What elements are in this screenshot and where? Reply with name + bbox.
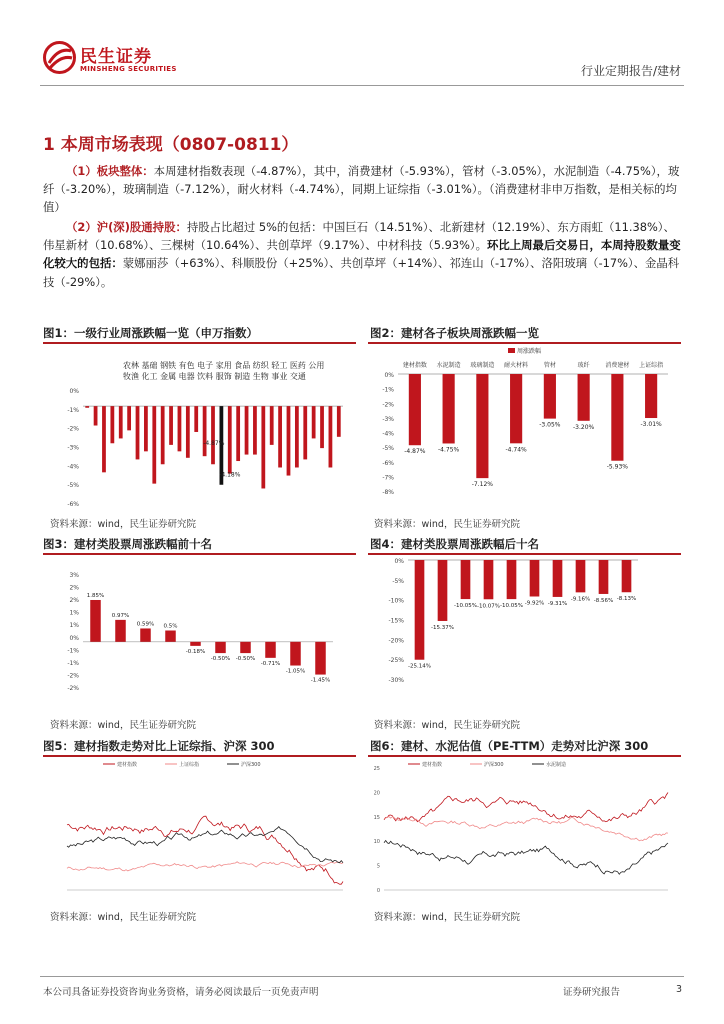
bar xyxy=(329,406,333,467)
fig3-title-rule xyxy=(43,553,356,555)
data-label: -9.16% xyxy=(570,596,591,603)
logo-text-en: MINSHENG SECURITIES xyxy=(80,65,177,73)
bar xyxy=(544,374,556,419)
data-label: -1.45% xyxy=(310,677,331,684)
y-tick-label: -25% xyxy=(388,657,404,665)
y-tick-label: 10 xyxy=(373,839,380,846)
bar xyxy=(110,406,114,443)
bar xyxy=(169,406,173,445)
fig4-title-rule xyxy=(368,553,681,555)
legend-swatch xyxy=(508,348,515,353)
category-label: 耐火材料 xyxy=(504,362,529,369)
series-line xyxy=(384,817,668,841)
data-label: -1.05% xyxy=(285,668,306,675)
bar xyxy=(253,406,257,454)
y-tick-label: -2% xyxy=(67,672,79,680)
y-tick-label: -2% xyxy=(67,425,79,433)
header-divider xyxy=(40,85,684,86)
data-label: -10.05% xyxy=(454,603,477,610)
bar xyxy=(161,406,165,464)
fig2-title: 图2：建材各子板块周涨跌幅一览 xyxy=(370,326,539,340)
fig3-chart xyxy=(43,557,356,712)
data-label: -8.56% xyxy=(593,597,614,604)
fig4-title: 图4：建材类股票周涨跌幅后十名 xyxy=(370,537,539,551)
category-label: 上证综指 xyxy=(639,362,664,369)
y-tick-label: -5% xyxy=(67,482,79,490)
bar xyxy=(461,560,471,599)
fig2-title-rule xyxy=(368,342,681,344)
bar xyxy=(290,642,301,666)
paragraph-sector-overview xyxy=(43,162,683,217)
y-tick-label: 0% xyxy=(384,372,394,379)
data-label: 0.59% xyxy=(136,621,155,628)
category-label: 管材 xyxy=(543,362,556,369)
paragraph-connect-holdings xyxy=(43,218,683,291)
data-label: -7.12% xyxy=(471,481,493,489)
data-label: -4.75% xyxy=(438,446,460,454)
bar xyxy=(261,406,265,488)
y-tick-label: -1% xyxy=(67,659,79,667)
y-tick-label: -15% xyxy=(388,617,404,625)
bar xyxy=(203,406,207,456)
bar xyxy=(295,406,299,467)
paragraph-label: （2）沪(深)股通持股： xyxy=(66,220,187,234)
bar xyxy=(136,406,140,459)
legend-label: 上证综指 xyxy=(179,762,200,768)
legend-label: 水泥制造 xyxy=(546,762,567,768)
y-tick-label: -4% xyxy=(67,463,79,471)
y-tick-label: 5 xyxy=(376,863,380,870)
paragraph-label: （1）板块整体： xyxy=(66,164,154,178)
y-tick-label: -2% xyxy=(67,685,79,692)
fig6-title-rule xyxy=(368,755,681,757)
fig2-source: 资料来源：wind，民生证券研究院 xyxy=(374,519,520,530)
paragraph-text: 本周建材指数表现（-4.87%），其中，消费建材（-5.93%），管材（-3.05%），水泥制造（-4.75%），玻纤（-3.20%），玻璃制造（-7.12%），耐火材料（-4.74%），同期上证综指（-3.01%）。（消费建材非申万指数，是相关标的均值） xyxy=(43,164,680,215)
svg-text:牧渔 化工 金属 电器 饮料 服饰 制造 生物 事业 交通: 牧渔 化工 金属 电器 饮料 服饰 制造 生物 事业 交通 xyxy=(123,372,306,381)
y-tick-label: -6% xyxy=(382,459,394,467)
y-tick-label: -5% xyxy=(392,577,404,585)
data-label: -3.20% xyxy=(573,423,595,431)
data-label: -3.01% xyxy=(640,421,662,429)
bar xyxy=(165,631,176,642)
data-label: -0.18% xyxy=(185,648,206,655)
bar xyxy=(409,374,421,445)
fig3-source: 资料来源：wind，民生证券研究院 xyxy=(50,720,196,731)
fig1-category-labels xyxy=(123,360,324,381)
bar xyxy=(337,406,341,437)
legend-label: 建材指数 xyxy=(117,762,138,768)
category-label: 玻纤 xyxy=(577,362,590,369)
y-tick-label: -8% xyxy=(382,489,394,496)
bar xyxy=(484,560,494,599)
paragraph-bold: 环比上周最后交易日，本周持股数量变化较大的包括： xyxy=(43,238,681,271)
y-tick-label: -4% xyxy=(382,430,394,438)
data-label: -3.05% xyxy=(539,421,561,429)
data-label: -4.18% xyxy=(219,471,241,479)
bar xyxy=(119,406,123,438)
data-label: -4.74% xyxy=(505,446,527,454)
section-title: 1 本周市场表现（0807-0811） xyxy=(43,135,299,155)
y-tick-label: 15 xyxy=(373,814,380,821)
bar xyxy=(228,406,232,473)
bar xyxy=(90,600,101,642)
bar xyxy=(507,560,517,599)
y-tick-label: -1% xyxy=(67,647,79,655)
bar xyxy=(278,406,282,467)
data-label: -4.87% xyxy=(404,448,426,456)
y-tick-label: 2% xyxy=(69,597,79,605)
category-label: 水泥制造 xyxy=(436,362,461,369)
bar xyxy=(215,642,226,653)
bar xyxy=(530,560,540,596)
y-tick-label: -7% xyxy=(382,474,394,482)
bar xyxy=(152,406,156,483)
data-label: -0.71% xyxy=(260,660,281,667)
bar xyxy=(240,642,251,653)
data-label: -0.50% xyxy=(235,656,256,663)
legend-label: 建材指数 xyxy=(422,762,443,768)
bar xyxy=(622,560,632,592)
fig5-title: 图5：建材指数走势对比上证综指、沪深 300 xyxy=(43,739,275,753)
data-label: -9.92% xyxy=(524,600,545,607)
y-tick-label: 1% xyxy=(69,609,79,617)
data-label: -25.14% xyxy=(408,663,431,670)
series-line xyxy=(67,862,343,871)
bar xyxy=(611,374,623,461)
y-tick-label: 0% xyxy=(69,388,79,395)
bar xyxy=(553,560,563,597)
y-tick-label: -5% xyxy=(382,445,394,453)
fig4-chart xyxy=(368,557,681,712)
bar xyxy=(127,406,131,430)
series-line xyxy=(67,827,343,863)
series-line xyxy=(384,793,668,822)
y-tick-label: 20 xyxy=(373,790,380,797)
category-label: 建材指数 xyxy=(402,362,427,369)
fig2-chart xyxy=(368,346,681,511)
bar xyxy=(102,406,106,472)
bar xyxy=(315,642,326,675)
fig6-chart xyxy=(368,758,681,906)
bar xyxy=(140,628,151,641)
bar xyxy=(303,406,307,459)
fig5-chart xyxy=(43,758,356,906)
y-tick-label: -3% xyxy=(382,415,394,423)
bar xyxy=(476,374,488,478)
fig1-chart xyxy=(43,346,356,511)
legend-label: 沪深300 xyxy=(241,762,261,768)
data-label: -8.13% xyxy=(616,596,637,603)
data-label: 0.97% xyxy=(111,612,130,619)
data-label: -10.07% xyxy=(477,603,500,610)
minsheng-logo-icon xyxy=(43,41,76,74)
y-tick-label: -30% xyxy=(388,677,404,684)
data-label: -0.50% xyxy=(210,656,231,663)
report-type: 行业定期报告/建材 xyxy=(580,64,681,78)
bar xyxy=(443,374,455,443)
bar xyxy=(599,560,609,594)
category-label: 玻璃制造 xyxy=(470,362,495,369)
bar xyxy=(270,406,274,445)
bar xyxy=(190,642,201,646)
svg-text:农林 基础 钢铁 有色 电子 家用 食品 纺织 轻工 医药: 农林 基础 钢铁 有色 电子 家用 食品 纺织 轻工 医药 公用 xyxy=(123,361,325,370)
data-label: -5.93% xyxy=(606,463,628,471)
y-tick-label: 3% xyxy=(69,572,79,579)
y-tick-label: -10% xyxy=(388,597,404,605)
data-label: -9.31% xyxy=(547,600,568,607)
legend-label: 周涨跌幅 xyxy=(517,348,542,355)
data-label: -15.37% xyxy=(431,624,454,631)
bar xyxy=(415,560,425,660)
y-tick-label: -1% xyxy=(67,406,79,414)
y-tick-label: 25 xyxy=(373,766,380,772)
y-tick-label: -1% xyxy=(382,386,394,394)
footer-disclaimer: 本公司具备证券投资咨询业务资格，请务必阅读最后一页免责声明 xyxy=(43,987,319,998)
y-tick-label: -6% xyxy=(67,501,79,508)
bar xyxy=(245,406,249,454)
fig1-title: 图1：一级行业周涨跌幅一览（申万指数） xyxy=(43,326,258,340)
bar xyxy=(144,406,148,451)
y-tick-label: 0% xyxy=(394,558,404,565)
data-label: 0.5% xyxy=(163,623,178,630)
bar xyxy=(194,406,198,432)
fig5-source: 资料来源：wind，民生证券研究院 xyxy=(50,912,196,923)
footer-divider xyxy=(40,976,684,977)
logo-text-cn: 民生证券 xyxy=(80,47,152,67)
data-label: 1.85% xyxy=(86,592,105,599)
bar xyxy=(178,406,182,451)
bar xyxy=(115,620,126,642)
fig6-source: 资料来源：wind，民生证券研究院 xyxy=(374,912,520,923)
fig1-title-rule xyxy=(43,342,356,344)
series-line xyxy=(384,841,668,875)
fig1-source: 资料来源：wind，民生证券研究院 xyxy=(50,519,196,530)
fig6-title: 图6：建材、水泥估值（PE-TTM）走势对比沪深 300 xyxy=(370,739,649,753)
bar xyxy=(510,374,522,443)
bar xyxy=(645,374,657,418)
bar xyxy=(186,406,190,458)
y-tick-label: -3% xyxy=(67,444,79,452)
y-tick-label: 2% xyxy=(69,584,79,592)
bar xyxy=(438,560,448,621)
fig3-title: 图3：建材类股票周涨跌幅前十名 xyxy=(43,537,212,551)
bar xyxy=(236,406,240,461)
paragraph-text: 持股占比超过 5%的包括：中国巨石（14.51%）、北新建材（12.19%）、东方雨虹（11.38%）、伟星新材（10.68%）、三棵树（10.64%）、共创草坪（9.17%）、中材科技（5.93%）。 xyxy=(43,220,675,253)
data-label: -4.87% xyxy=(203,439,225,447)
bar xyxy=(211,406,215,464)
bar xyxy=(94,406,98,425)
y-tick-label: 0% xyxy=(69,634,79,642)
y-tick-label: 1% xyxy=(69,622,79,630)
y-tick-label: -20% xyxy=(388,637,404,645)
page-number: 3 xyxy=(676,984,683,995)
fig4-source: 资料来源：wind，民生证券研究院 xyxy=(374,720,520,731)
bar xyxy=(578,374,590,421)
bar xyxy=(287,406,291,475)
bar xyxy=(576,560,586,592)
y-tick-label: -2% xyxy=(382,401,394,409)
fig5-title-rule xyxy=(43,755,356,757)
y-tick-label: 0 xyxy=(376,888,380,894)
data-label: -10.05% xyxy=(500,603,523,610)
bar xyxy=(320,406,324,448)
bar xyxy=(265,642,276,658)
bar xyxy=(85,406,89,408)
bar xyxy=(312,406,316,438)
category-label: 消费建材 xyxy=(605,362,630,369)
series-line xyxy=(67,816,343,884)
footer-label: 证券研究报告 xyxy=(563,987,621,998)
paragraph-tail: 蒙娜丽莎（+63%）、科顺股份（+25%）、共创草坪（+14%）、祁连山（-17%）、洛阳玻璃（-17%）、金晶科技（-29%）。 xyxy=(43,256,680,289)
legend-label: 沪深300 xyxy=(484,762,504,768)
